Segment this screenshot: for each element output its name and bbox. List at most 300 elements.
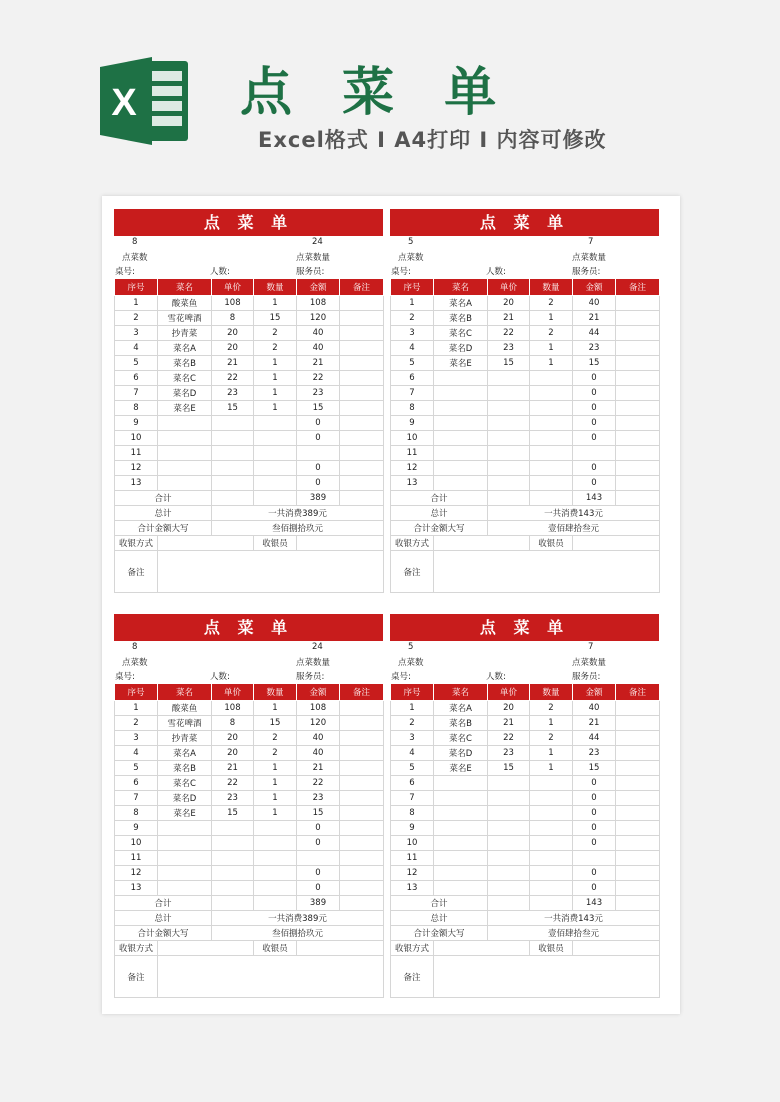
cell-col-note[interactable] (340, 821, 384, 836)
cell-col-price[interactable] (212, 461, 254, 476)
cell-col-price[interactable] (488, 836, 530, 851)
cell-col-no[interactable]: 1 (115, 296, 158, 311)
cell-col-qty[interactable] (530, 821, 573, 836)
cell-col-amount[interactable]: 23 (297, 791, 340, 806)
cell-col-note[interactable] (616, 881, 660, 896)
cell-col-dish[interactable]: 菜名B (158, 356, 212, 371)
cell-col-amount[interactable]: 0 (573, 386, 616, 401)
cell-col-amount[interactable]: 40 (297, 746, 340, 761)
cell-col-price[interactable] (212, 431, 254, 446)
cell-col-dish[interactable] (434, 836, 488, 851)
cell-col-price[interactable]: 23 (212, 791, 254, 806)
cell-col-no[interactable]: 9 (115, 821, 158, 836)
cell-col-note[interactable] (340, 296, 384, 311)
cell-col-amount[interactable]: 120 (297, 311, 340, 326)
cell-col-price[interactable]: 108 (212, 296, 254, 311)
cell-col-no[interactable]: 12 (391, 461, 434, 476)
cell-col-price[interactable] (488, 791, 530, 806)
cell-col-qty[interactable]: 1 (254, 761, 297, 776)
cell-col-qty[interactable]: 1 (530, 311, 573, 326)
cell-col-qty[interactable]: 1 (254, 386, 297, 401)
cell-col-price[interactable] (488, 461, 530, 476)
payment-method-field[interactable] (158, 536, 254, 551)
cell-col-amount[interactable]: 21 (573, 716, 616, 731)
cell-col-note[interactable] (616, 371, 660, 386)
cell-col-no[interactable]: 3 (115, 326, 158, 341)
cell-col-amount[interactable]: 40 (297, 326, 340, 341)
cell-col-dish[interactable]: 菜名A (158, 746, 212, 761)
cell-col-note[interactable] (340, 701, 384, 716)
cell-col-no[interactable]: 5 (115, 356, 158, 371)
cell-col-dish[interactable] (434, 431, 488, 446)
cell-col-qty[interactable] (254, 821, 297, 836)
cell-col-no[interactable]: 11 (391, 851, 434, 866)
cell-col-no[interactable]: 1 (391, 296, 434, 311)
cell-col-dish[interactable] (158, 461, 212, 476)
cell-col-note[interactable] (616, 461, 660, 476)
cell-col-no[interactable]: 13 (115, 476, 158, 491)
cell-col-dish[interactable] (434, 821, 488, 836)
cell-col-dish[interactable]: 酸菜鱼 (158, 296, 212, 311)
cell-col-no[interactable]: 1 (115, 701, 158, 716)
cell-col-amount[interactable]: 15 (573, 761, 616, 776)
cell-col-no[interactable]: 3 (391, 326, 434, 341)
cell-col-no[interactable]: 2 (391, 716, 434, 731)
note-field[interactable] (158, 551, 384, 593)
cell-col-note[interactable] (616, 851, 660, 866)
cell-col-no[interactable]: 7 (391, 791, 434, 806)
cell-col-qty[interactable]: 2 (254, 731, 297, 746)
cell-col-note[interactable] (616, 401, 660, 416)
cell-col-qty[interactable]: 1 (530, 746, 573, 761)
cell-col-note[interactable] (616, 836, 660, 851)
cell-col-qty[interactable] (254, 881, 297, 896)
cell-col-price[interactable] (212, 836, 254, 851)
cell-col-dish[interactable] (434, 851, 488, 866)
cell-col-no[interactable]: 12 (391, 866, 434, 881)
cell-col-dish[interactable] (158, 866, 212, 881)
cell-col-amount[interactable]: 120 (297, 716, 340, 731)
cell-col-amount[interactable]: 15 (297, 401, 340, 416)
cell-col-note[interactable] (616, 701, 660, 716)
cell-col-price[interactable] (212, 821, 254, 836)
cell-col-dish[interactable]: 菜名D (158, 791, 212, 806)
cell-col-amount[interactable]: 21 (573, 311, 616, 326)
cell-col-dish[interactable]: 菜名C (158, 371, 212, 386)
cell-col-no[interactable]: 2 (391, 311, 434, 326)
cell-col-note[interactable] (340, 731, 384, 746)
cell-col-dish[interactable] (434, 776, 488, 791)
cell-col-dish[interactable] (434, 401, 488, 416)
cell-col-dish[interactable]: 菜名E (158, 401, 212, 416)
cell-col-no[interactable]: 4 (391, 341, 434, 356)
cell-col-note[interactable] (340, 446, 384, 461)
cell-col-dish[interactable]: 菜名B (434, 716, 488, 731)
cell-col-dish[interactable] (434, 866, 488, 881)
cell-col-amount[interactable]: 23 (573, 746, 616, 761)
cell-col-amount[interactable]: 21 (297, 761, 340, 776)
cell-col-amount[interactable]: 44 (573, 326, 616, 341)
cell-col-amount[interactable]: 40 (573, 296, 616, 311)
cell-col-no[interactable]: 12 (115, 461, 158, 476)
cell-col-price[interactable]: 20 (488, 701, 530, 716)
cell-col-dish[interactable]: 菜名C (158, 776, 212, 791)
cell-col-no[interactable]: 11 (115, 446, 158, 461)
cell-col-dish[interactable] (434, 416, 488, 431)
cell-col-note[interactable] (340, 836, 384, 851)
cell-col-qty[interactable]: 2 (530, 326, 573, 341)
cell-col-no[interactable]: 12 (115, 866, 158, 881)
cell-col-price[interactable] (488, 446, 530, 461)
cell-col-amount[interactable]: 21 (297, 356, 340, 371)
cell-col-dish[interactable] (434, 386, 488, 401)
cell-col-note[interactable] (340, 341, 384, 356)
cell-col-amount[interactable]: 0 (573, 806, 616, 821)
cell-col-dish[interactable] (434, 476, 488, 491)
cell-col-no[interactable]: 10 (391, 431, 434, 446)
cell-col-note[interactable] (340, 866, 384, 881)
cell-col-qty[interactable]: 1 (254, 701, 297, 716)
cell-col-amount[interactable] (297, 446, 340, 461)
cell-col-amount[interactable]: 0 (573, 866, 616, 881)
cell-col-qty[interactable] (254, 461, 297, 476)
cell-col-qty[interactable] (254, 416, 297, 431)
cell-col-note[interactable] (340, 746, 384, 761)
cell-col-dish[interactable]: 菜名A (434, 296, 488, 311)
cell-col-dish[interactable] (434, 881, 488, 896)
cell-col-no[interactable]: 7 (115, 791, 158, 806)
cell-col-dish[interactable]: 菜名D (434, 341, 488, 356)
cell-col-note[interactable] (616, 821, 660, 836)
cell-col-price[interactable] (488, 881, 530, 896)
cell-col-note[interactable] (340, 356, 384, 371)
cell-col-price[interactable]: 15 (488, 761, 530, 776)
cell-col-note[interactable] (340, 761, 384, 776)
cell-col-amount[interactable]: 22 (297, 371, 340, 386)
cell-col-price[interactable] (488, 401, 530, 416)
cell-col-no[interactable]: 4 (115, 341, 158, 356)
cell-col-no[interactable]: 8 (391, 806, 434, 821)
cell-col-note[interactable] (340, 371, 384, 386)
cashier-field[interactable] (573, 941, 660, 956)
cell-col-price[interactable] (488, 866, 530, 881)
cell-col-price[interactable]: 21 (488, 311, 530, 326)
cell-col-dish[interactable] (158, 836, 212, 851)
cell-col-qty[interactable]: 1 (530, 356, 573, 371)
cell-col-price[interactable]: 8 (212, 311, 254, 326)
cell-col-price[interactable] (488, 386, 530, 401)
cell-col-note[interactable] (616, 446, 660, 461)
cell-col-note[interactable] (340, 851, 384, 866)
cell-col-note[interactable] (616, 731, 660, 746)
cell-col-price[interactable]: 15 (488, 356, 530, 371)
cell-col-no[interactable]: 4 (115, 746, 158, 761)
payment-method-field[interactable] (434, 536, 530, 551)
cell-col-qty[interactable] (530, 851, 573, 866)
cell-col-note[interactable] (616, 341, 660, 356)
cell-col-qty[interactable] (530, 401, 573, 416)
cell-col-qty[interactable]: 15 (254, 311, 297, 326)
cell-col-note[interactable] (616, 386, 660, 401)
cell-col-dish[interactable]: 菜名C (434, 326, 488, 341)
cell-col-amount[interactable]: 0 (573, 416, 616, 431)
cell-col-dish[interactable]: 抄青菜 (158, 326, 212, 341)
cell-col-dish[interactable] (434, 446, 488, 461)
cell-col-no[interactable]: 6 (115, 371, 158, 386)
cell-col-no[interactable]: 11 (391, 446, 434, 461)
cell-col-no[interactable]: 5 (115, 761, 158, 776)
cell-col-qty[interactable]: 2 (530, 701, 573, 716)
cell-col-dish[interactable]: 菜名A (434, 701, 488, 716)
cell-col-dish[interactable] (158, 821, 212, 836)
cell-col-amount[interactable]: 0 (573, 881, 616, 896)
cell-col-note[interactable] (616, 311, 660, 326)
cell-col-no[interactable]: 9 (391, 416, 434, 431)
cell-col-qty[interactable]: 1 (254, 791, 297, 806)
cell-col-price[interactable]: 20 (212, 326, 254, 341)
cell-col-amount[interactable]: 108 (297, 296, 340, 311)
cell-col-qty[interactable] (254, 431, 297, 446)
cell-col-price[interactable]: 20 (212, 341, 254, 356)
cell-col-no[interactable]: 13 (391, 881, 434, 896)
note-field[interactable] (434, 956, 660, 998)
cell-col-note[interactable] (340, 461, 384, 476)
cell-col-price[interactable]: 15 (212, 806, 254, 821)
cell-col-amount[interactable]: 0 (573, 431, 616, 446)
cell-col-price[interactable]: 20 (488, 296, 530, 311)
cell-col-amount[interactable]: 23 (297, 386, 340, 401)
cell-col-qty[interactable]: 1 (254, 776, 297, 791)
cell-col-amount[interactable]: 0 (297, 881, 340, 896)
cell-col-amount[interactable]: 0 (297, 431, 340, 446)
cell-col-no[interactable]: 8 (391, 401, 434, 416)
cell-col-amount[interactable]: 0 (297, 476, 340, 491)
cell-col-no[interactable]: 6 (391, 371, 434, 386)
cashier-field[interactable] (297, 536, 384, 551)
cell-col-qty[interactable]: 2 (254, 326, 297, 341)
cell-col-note[interactable] (616, 791, 660, 806)
cell-col-price[interactable] (212, 866, 254, 881)
cell-col-qty[interactable]: 1 (254, 806, 297, 821)
cell-col-dish[interactable]: 菜名B (158, 761, 212, 776)
cell-col-price[interactable] (212, 416, 254, 431)
cell-col-no[interactable]: 6 (115, 776, 158, 791)
cell-col-price[interactable] (488, 431, 530, 446)
cell-col-no[interactable]: 13 (115, 881, 158, 896)
cell-col-price[interactable] (488, 476, 530, 491)
cell-col-amount[interactable]: 0 (573, 461, 616, 476)
cell-col-note[interactable] (340, 791, 384, 806)
cell-col-no[interactable]: 1 (391, 701, 434, 716)
cell-col-price[interactable]: 15 (212, 401, 254, 416)
cell-col-price[interactable]: 22 (488, 326, 530, 341)
cell-col-amount[interactable]: 0 (573, 836, 616, 851)
cell-col-dish[interactable] (158, 416, 212, 431)
cell-col-dish[interactable] (434, 791, 488, 806)
cell-col-qty[interactable] (530, 371, 573, 386)
cell-col-no[interactable]: 5 (391, 356, 434, 371)
cell-col-no[interactable]: 9 (115, 416, 158, 431)
cell-col-amount[interactable]: 44 (573, 731, 616, 746)
cell-col-no[interactable]: 7 (115, 386, 158, 401)
cell-col-note[interactable] (340, 326, 384, 341)
cell-col-price[interactable]: 21 (488, 716, 530, 731)
cell-col-qty[interactable] (530, 386, 573, 401)
cell-col-price[interactable]: 20 (212, 731, 254, 746)
cell-col-note[interactable] (616, 761, 660, 776)
cell-col-note[interactable] (616, 326, 660, 341)
cell-col-note[interactable] (616, 476, 660, 491)
cell-col-note[interactable] (616, 296, 660, 311)
cell-col-amount[interactable]: 0 (297, 416, 340, 431)
cell-col-amount[interactable]: 15 (297, 806, 340, 821)
cell-col-note[interactable] (616, 746, 660, 761)
cell-col-dish[interactable]: 抄青菜 (158, 731, 212, 746)
cell-col-dish[interactable] (158, 431, 212, 446)
cell-col-note[interactable] (340, 476, 384, 491)
cell-col-price[interactable]: 20 (212, 746, 254, 761)
cell-col-price[interactable]: 21 (212, 761, 254, 776)
cell-col-dish[interactable]: 菜名E (434, 356, 488, 371)
cell-col-amount[interactable] (573, 446, 616, 461)
cell-col-dish[interactable]: 菜名B (434, 311, 488, 326)
payment-method-field[interactable] (434, 941, 530, 956)
cell-col-qty[interactable]: 1 (530, 341, 573, 356)
cell-col-note[interactable] (616, 806, 660, 821)
cell-col-note[interactable] (340, 716, 384, 731)
cell-col-note[interactable] (340, 431, 384, 446)
cell-col-no[interactable]: 11 (115, 851, 158, 866)
cell-col-note[interactable] (616, 866, 660, 881)
cell-col-qty[interactable] (530, 461, 573, 476)
cell-col-no[interactable]: 3 (115, 731, 158, 746)
cell-col-no[interactable]: 9 (391, 821, 434, 836)
cell-col-dish[interactable]: 菜名D (158, 386, 212, 401)
cell-col-price[interactable] (488, 806, 530, 821)
cell-col-no[interactable]: 10 (391, 836, 434, 851)
cell-col-qty[interactable]: 2 (254, 341, 297, 356)
cell-col-amount[interactable]: 108 (297, 701, 340, 716)
cell-col-qty[interactable] (530, 866, 573, 881)
cell-col-amount[interactable]: 15 (573, 356, 616, 371)
cell-col-dish[interactable] (158, 851, 212, 866)
cell-col-qty[interactable]: 1 (530, 761, 573, 776)
cell-col-price[interactable]: 8 (212, 716, 254, 731)
cell-col-dish[interactable] (158, 476, 212, 491)
cell-col-qty[interactable]: 2 (530, 731, 573, 746)
cell-col-price[interactable] (488, 821, 530, 836)
cell-col-price[interactable]: 23 (212, 386, 254, 401)
cell-col-no[interactable]: 3 (391, 731, 434, 746)
cell-col-price[interactable]: 108 (212, 701, 254, 716)
cell-col-price[interactable]: 22 (488, 731, 530, 746)
cell-col-dish[interactable] (434, 461, 488, 476)
cell-col-no[interactable]: 5 (391, 761, 434, 776)
cell-col-qty[interactable]: 1 (254, 401, 297, 416)
cell-col-note[interactable] (616, 356, 660, 371)
cell-col-dish[interactable] (434, 806, 488, 821)
cell-col-dish[interactable]: 菜名E (158, 806, 212, 821)
cell-col-dish[interactable] (158, 446, 212, 461)
cell-col-amount[interactable]: 40 (297, 341, 340, 356)
cell-col-qty[interactable] (530, 776, 573, 791)
cell-col-dish[interactable] (158, 881, 212, 896)
cell-col-dish[interactable]: 菜名A (158, 341, 212, 356)
cell-col-price[interactable] (488, 371, 530, 386)
cell-col-amount[interactable]: 0 (573, 776, 616, 791)
cell-col-no[interactable]: 8 (115, 401, 158, 416)
cell-col-no[interactable]: 10 (115, 431, 158, 446)
cell-col-qty[interactable] (254, 476, 297, 491)
cell-col-qty[interactable] (530, 431, 573, 446)
cell-col-price[interactable] (488, 851, 530, 866)
cell-col-qty[interactable]: 1 (254, 356, 297, 371)
cell-col-dish[interactable] (434, 371, 488, 386)
payment-method-field[interactable] (158, 941, 254, 956)
cell-col-amount[interactable] (573, 851, 616, 866)
cell-col-dish[interactable]: 雪花啤酒 (158, 716, 212, 731)
cell-col-note[interactable] (340, 416, 384, 431)
cell-col-qty[interactable]: 1 (254, 371, 297, 386)
cell-col-price[interactable]: 21 (212, 356, 254, 371)
cell-col-note[interactable] (340, 881, 384, 896)
cell-col-qty[interactable] (530, 416, 573, 431)
cell-col-amount[interactable]: 40 (573, 701, 616, 716)
cell-col-note[interactable] (340, 401, 384, 416)
cell-col-note[interactable] (340, 776, 384, 791)
cell-col-note[interactable] (616, 431, 660, 446)
cell-col-qty[interactable] (530, 791, 573, 806)
cell-col-price[interactable]: 23 (488, 341, 530, 356)
cell-col-note[interactable] (616, 776, 660, 791)
cell-col-dish[interactable]: 雪花啤酒 (158, 311, 212, 326)
cell-col-price[interactable] (212, 446, 254, 461)
cell-col-qty[interactable] (254, 446, 297, 461)
cell-col-no[interactable]: 7 (391, 386, 434, 401)
cell-col-amount[interactable]: 23 (573, 341, 616, 356)
cell-col-amount[interactable] (297, 851, 340, 866)
cell-col-qty[interactable] (530, 836, 573, 851)
cell-col-qty[interactable] (530, 446, 573, 461)
cell-col-dish[interactable]: 菜名E (434, 761, 488, 776)
cell-col-amount[interactable]: 0 (297, 821, 340, 836)
cell-col-price[interactable] (488, 416, 530, 431)
cell-col-no[interactable]: 2 (115, 716, 158, 731)
cell-col-qty[interactable] (254, 836, 297, 851)
cell-col-no[interactable]: 6 (391, 776, 434, 791)
cell-col-price[interactable]: 22 (212, 776, 254, 791)
cell-col-amount[interactable]: 0 (573, 476, 616, 491)
cell-col-no[interactable]: 8 (115, 806, 158, 821)
cell-col-price[interactable] (212, 851, 254, 866)
cell-col-note[interactable] (616, 716, 660, 731)
cell-col-qty[interactable]: 2 (530, 296, 573, 311)
cell-col-no[interactable]: 4 (391, 746, 434, 761)
cell-col-price[interactable]: 22 (212, 371, 254, 386)
cell-col-qty[interactable] (254, 851, 297, 866)
cell-col-price[interactable] (488, 776, 530, 791)
cell-col-amount[interactable]: 0 (573, 401, 616, 416)
cell-col-note[interactable] (616, 416, 660, 431)
note-field[interactable] (158, 956, 384, 998)
note-field[interactable] (434, 551, 660, 593)
cell-col-amount[interactable]: 0 (297, 866, 340, 881)
cell-col-amount[interactable]: 0 (573, 791, 616, 806)
cell-col-qty[interactable]: 15 (254, 716, 297, 731)
cell-col-amount[interactable]: 0 (573, 821, 616, 836)
cell-col-amount[interactable]: 22 (297, 776, 340, 791)
cell-col-dish[interactable]: 菜名C (434, 731, 488, 746)
